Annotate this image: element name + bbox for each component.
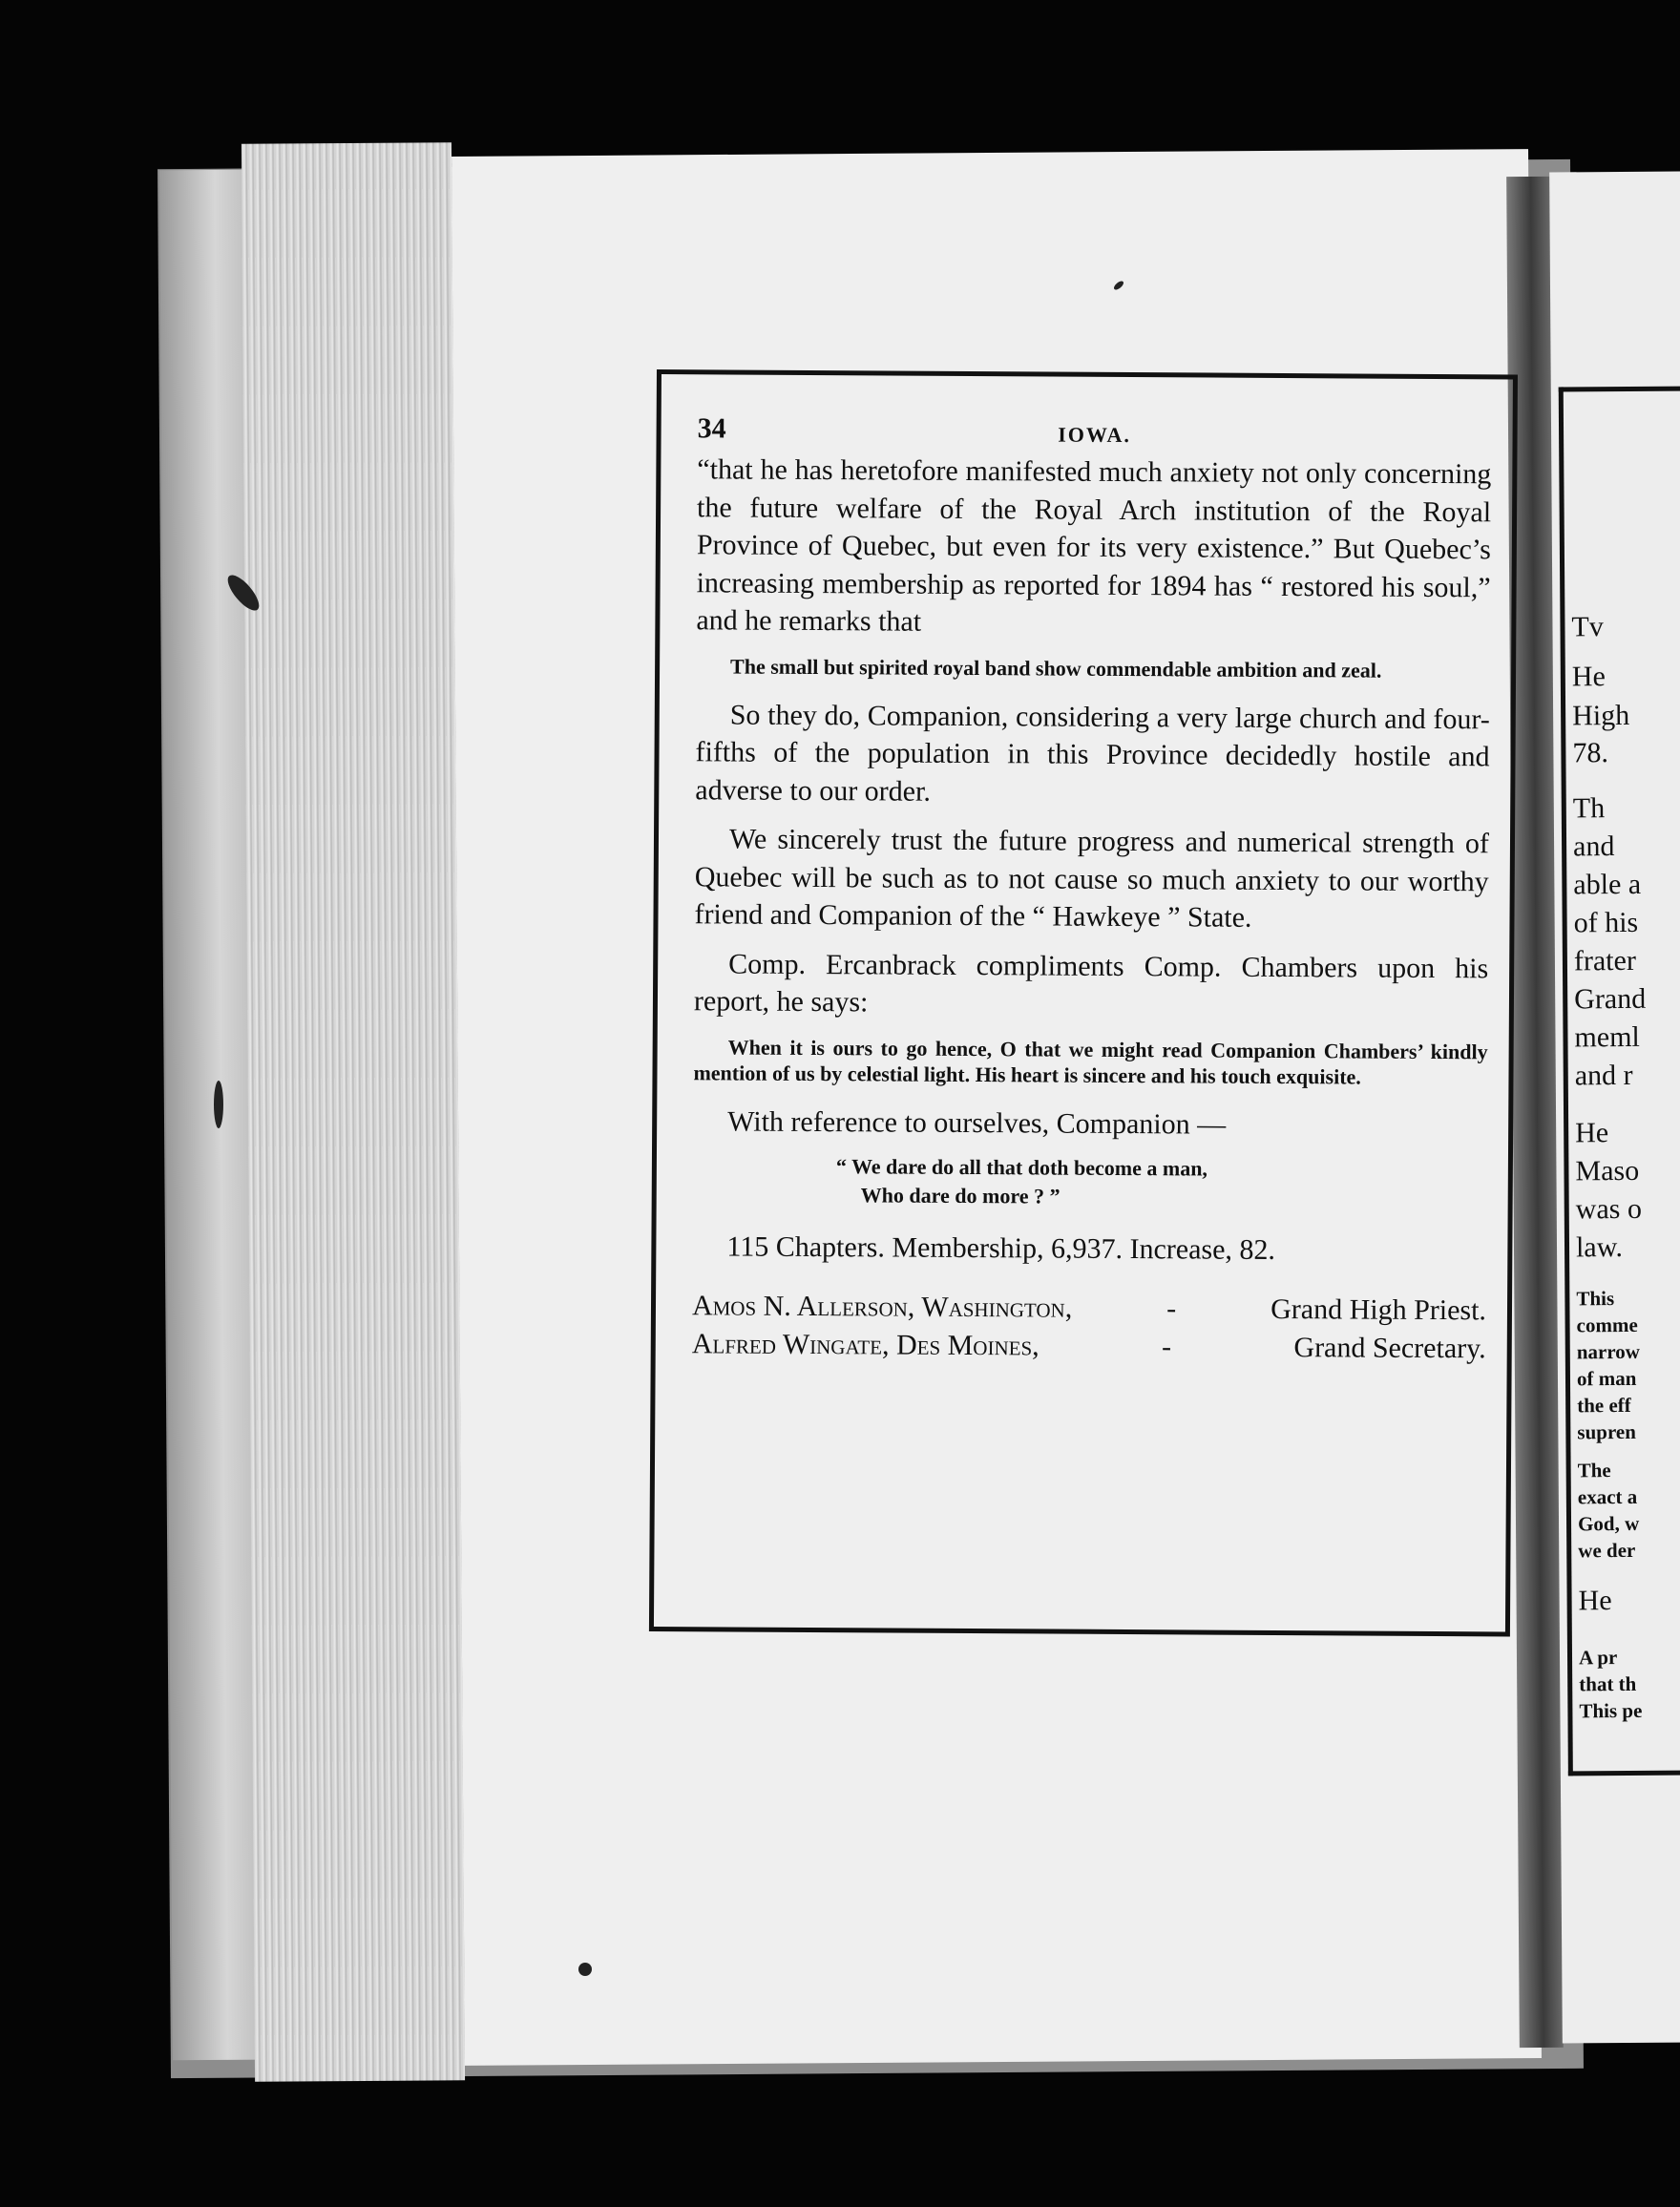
fragment-line: the eff (1577, 1393, 1631, 1418)
paragraph: With reference to ourselves, Companion — (727, 1104, 1227, 1141)
fragment-line: He (1571, 661, 1606, 693)
fragment-line: Grand (1574, 982, 1647, 1016)
fragment-line: law. (1575, 1231, 1624, 1264)
scan-speck (578, 1963, 592, 1976)
officer-line (692, 1287, 1486, 1330)
verse-line: “ We dare do all that doth become a man, (835, 1154, 1208, 1181)
fragment-line: God, w (1577, 1511, 1640, 1536)
fragment-heading: He (1578, 1585, 1612, 1617)
right-page-fragment (1549, 172, 1680, 2044)
fragment-line: High (1572, 699, 1630, 732)
fragment-line: and (1572, 830, 1615, 863)
fragment-line: able a (1573, 868, 1642, 901)
fragment-line: was o (1575, 1192, 1643, 1226)
text-frame (649, 369, 1518, 1636)
officer-separator: - (1166, 1293, 1177, 1325)
page-content (692, 412, 1492, 1368)
page-number: 34 (697, 412, 726, 445)
fragment-line: and r (1574, 1059, 1633, 1092)
fragment-line: we der (1578, 1538, 1636, 1563)
fragment-line: narrow (1576, 1339, 1640, 1364)
paragraph: So they do, Companion, considering a very large church and four-fifths of the population in this Province decidedly hostile and adverse to our order. (695, 698, 1490, 808)
officer-separator: - (1161, 1331, 1172, 1363)
officer-name: Alfred Wingate, Des Moines, (691, 1328, 1040, 1362)
fragment-line: frater (1573, 944, 1636, 977)
fragment-line: 78. (1572, 737, 1609, 769)
scan-speck (214, 1081, 223, 1128)
verse-line: Who dare do more ? ” (860, 1183, 1060, 1209)
officer-title: Grand High Priest. (1270, 1293, 1487, 1327)
page-edges (242, 142, 465, 2081)
fragment-line: This (1576, 1287, 1615, 1311)
fragment-line: Th (1572, 792, 1606, 825)
fragment-line: A pr (1578, 1646, 1618, 1670)
fragment-line: Tv (1571, 611, 1604, 643)
officer-line (692, 1325, 1486, 1368)
fragment-line: of man (1576, 1366, 1637, 1391)
fragment-line: of his (1573, 906, 1639, 939)
fragment-line: meml (1574, 1020, 1640, 1054)
fragment-line: exact a (1577, 1484, 1638, 1509)
running-head (697, 412, 1491, 455)
officer-name: Amos N. Allerson, Washington, (691, 1290, 1073, 1324)
fragment-line: This pe (1579, 1698, 1643, 1723)
fragment-line: The (1577, 1459, 1611, 1482)
block-quote: The small but spirited royal band show commendable ambition and zeal. (730, 653, 1382, 683)
block-quote: When it is ours to go hence, O that we might read Companion Chambers’ kindly mention of us by celestial light. His heart is sincere and his touch exquisite. (693, 1034, 1488, 1089)
paragraph: Comp. Ercanbrack compliments Comp. Chambers upon his report, he says: (693, 947, 1489, 1019)
fragment-line: He (1575, 1117, 1609, 1149)
paragraph: “that he has heretofore manifested much anxiety not only concerning the future welfare of the Royal Arch institution of the Royal Province of Quebec, but even for its very existence.” But Quebec’s increasing membership as reported for 1894 has “ restored his soul,” and he remarks that (696, 453, 1492, 638)
fragment-line: comme (1576, 1313, 1638, 1337)
fragment-line: Maso (1575, 1154, 1640, 1188)
officer-title: Grand Secretary. (1293, 1332, 1486, 1365)
fragment-line: supren (1577, 1419, 1636, 1444)
verse-quote (836, 1152, 1487, 1213)
fragment-line: that th (1579, 1671, 1637, 1696)
running-title: IOWA. (1058, 422, 1131, 448)
chapter-statistics: 115 Chapters. Membership, 6,937. Increase, 82. (726, 1230, 1276, 1266)
paragraph: We sincerely trust the future progress and numerical strength of Quebec will be such as to not cause so much anxiety to our worthy friend and Companion of the “ Hawkeye ” State. (694, 823, 1490, 934)
